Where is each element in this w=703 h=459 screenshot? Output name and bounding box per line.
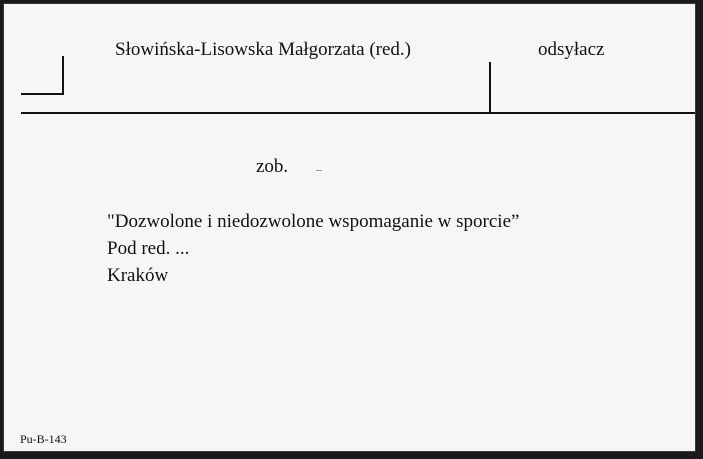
see-reference-label: zob.	[256, 156, 289, 177]
card-heading: Słowińska-Lisowska Małgorzata (red.)	[115, 39, 412, 60]
entry-title: "Dozwolone i niedozwolone wspomaganie w sporcie”	[107, 211, 520, 232]
catalog-id: Pu-B-143	[20, 432, 67, 446]
corner-mark-horizontal	[21, 93, 64, 95]
heading-divider	[489, 62, 491, 112]
entry-place: Kraków	[107, 265, 169, 286]
reference-type-label: odsyłacz	[538, 39, 605, 60]
entry-editor: Pod red. ...	[107, 238, 190, 259]
catalog-card	[3, 3, 696, 452]
referenced-entry	[107, 208, 519, 289]
heading-rule	[21, 112, 695, 114]
corner-mark-vertical	[62, 56, 64, 95]
pencil-tick-mark	[316, 170, 322, 171]
